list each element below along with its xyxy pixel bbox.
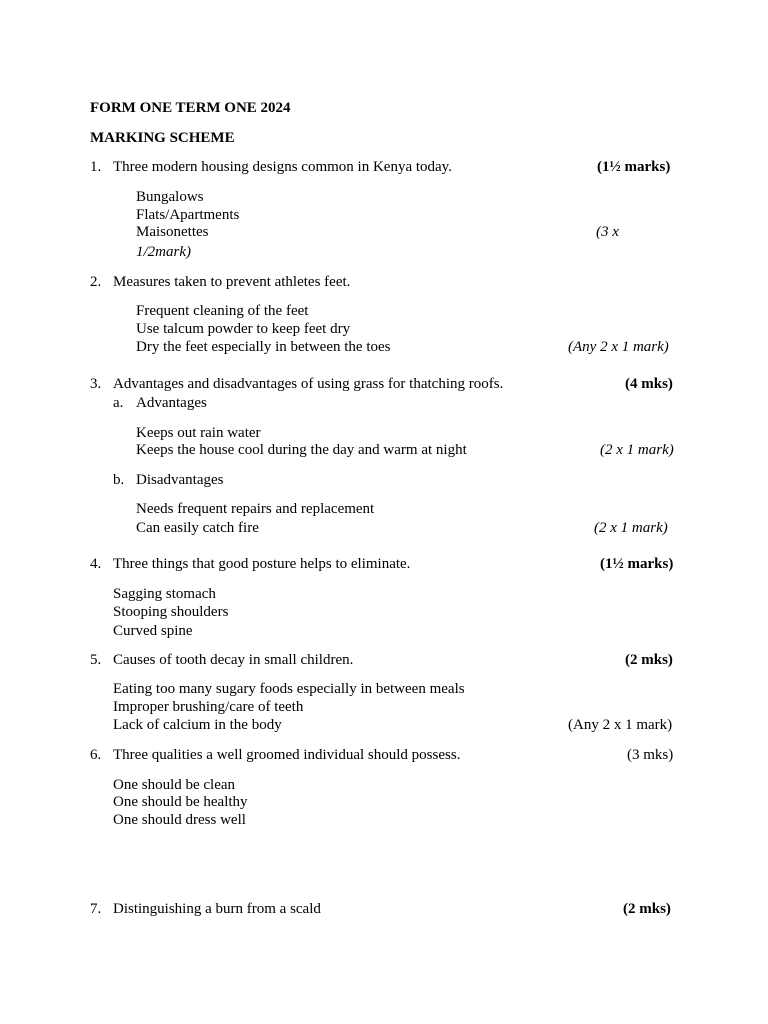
- answer-item: Frequent cleaning of the feet: [136, 303, 309, 319]
- question-text: Three modern housing designs common in Kenya today.: [113, 159, 452, 175]
- subpart-label: a.: [113, 395, 124, 411]
- answer-item: Keeps the house cool during the day and warm at night: [136, 442, 467, 458]
- question-text: Three things that good posture helps to eliminate.: [113, 556, 411, 572]
- question-marks: (2 mks): [623, 901, 671, 917]
- answer-item: Sagging stomach: [113, 586, 216, 602]
- answer-item: Use talcum powder to keep feet dry: [136, 321, 351, 337]
- subpart-label: b.: [113, 472, 125, 488]
- question-number: 7.: [90, 901, 102, 917]
- question-number: 5.: [90, 652, 102, 668]
- answer-item: Bungalows: [136, 189, 204, 205]
- answer-item: Lack of calcium in the body: [113, 717, 282, 733]
- answer-item: One should dress well: [113, 812, 246, 828]
- mark-allocation: (Any 2 x 1 mark): [568, 717, 673, 733]
- subpart-heading: Disadvantages: [136, 472, 224, 488]
- question-marks: (1½ marks): [600, 556, 674, 572]
- question-number: 1.: [90, 159, 102, 175]
- answer-item: One should be clean: [113, 777, 236, 793]
- mark-allocation-continued: 1/2mark): [136, 244, 191, 260]
- question-number: 6.: [90, 747, 102, 763]
- answer-item: One should be healthy: [113, 794, 248, 810]
- answer-item: Stooping shoulders: [113, 604, 229, 620]
- question-text: Advantages and disadvantages of using grass for thatching roofs.: [113, 376, 504, 392]
- question-marks: (4 mks): [625, 376, 673, 392]
- mark-allocation: (Any 2 x 1 mark): [568, 339, 669, 355]
- question-text: Three qualities a well groomed individual should possess.: [113, 747, 461, 763]
- question-text: Causes of tooth decay in small children.: [113, 652, 354, 668]
- answer-item: Improper brushing/care of teeth: [113, 699, 304, 715]
- document-title: FORM ONE TERM ONE 2024: [90, 100, 291, 116]
- mark-allocation: (3 x: [596, 224, 619, 240]
- answer-item: Can easily catch fire: [136, 520, 259, 536]
- answer-item: Needs frequent repairs and replacement: [136, 501, 375, 517]
- subpart-heading: Advantages: [136, 395, 207, 411]
- question-text: Measures taken to prevent athletes feet.: [113, 274, 351, 290]
- answer-item: Maisonettes: [136, 224, 209, 240]
- answer-item: Flats/Apartments: [136, 207, 240, 223]
- question-number: 3.: [90, 376, 102, 392]
- answer-item: Dry the feet especially in between the toes: [136, 339, 391, 355]
- question-marks: (2 mks): [625, 652, 673, 668]
- question-marks: (1½ marks): [597, 159, 671, 175]
- question-text: Distinguishing a burn from a scald: [113, 901, 321, 917]
- answer-item: Curved spine: [113, 623, 193, 639]
- answer-item: Eating too many sugary foods especially in between meals: [113, 681, 465, 697]
- answer-item: Keeps out rain water: [136, 425, 261, 441]
- question-marks: (3 mks): [627, 747, 674, 763]
- document-subtitle: MARKING SCHEME: [90, 130, 235, 146]
- mark-allocation: (2 x 1 mark): [594, 520, 668, 536]
- question-number: 2.: [90, 274, 102, 290]
- question-number: 4.: [90, 556, 102, 572]
- mark-allocation: (2 x 1 mark): [600, 442, 674, 458]
